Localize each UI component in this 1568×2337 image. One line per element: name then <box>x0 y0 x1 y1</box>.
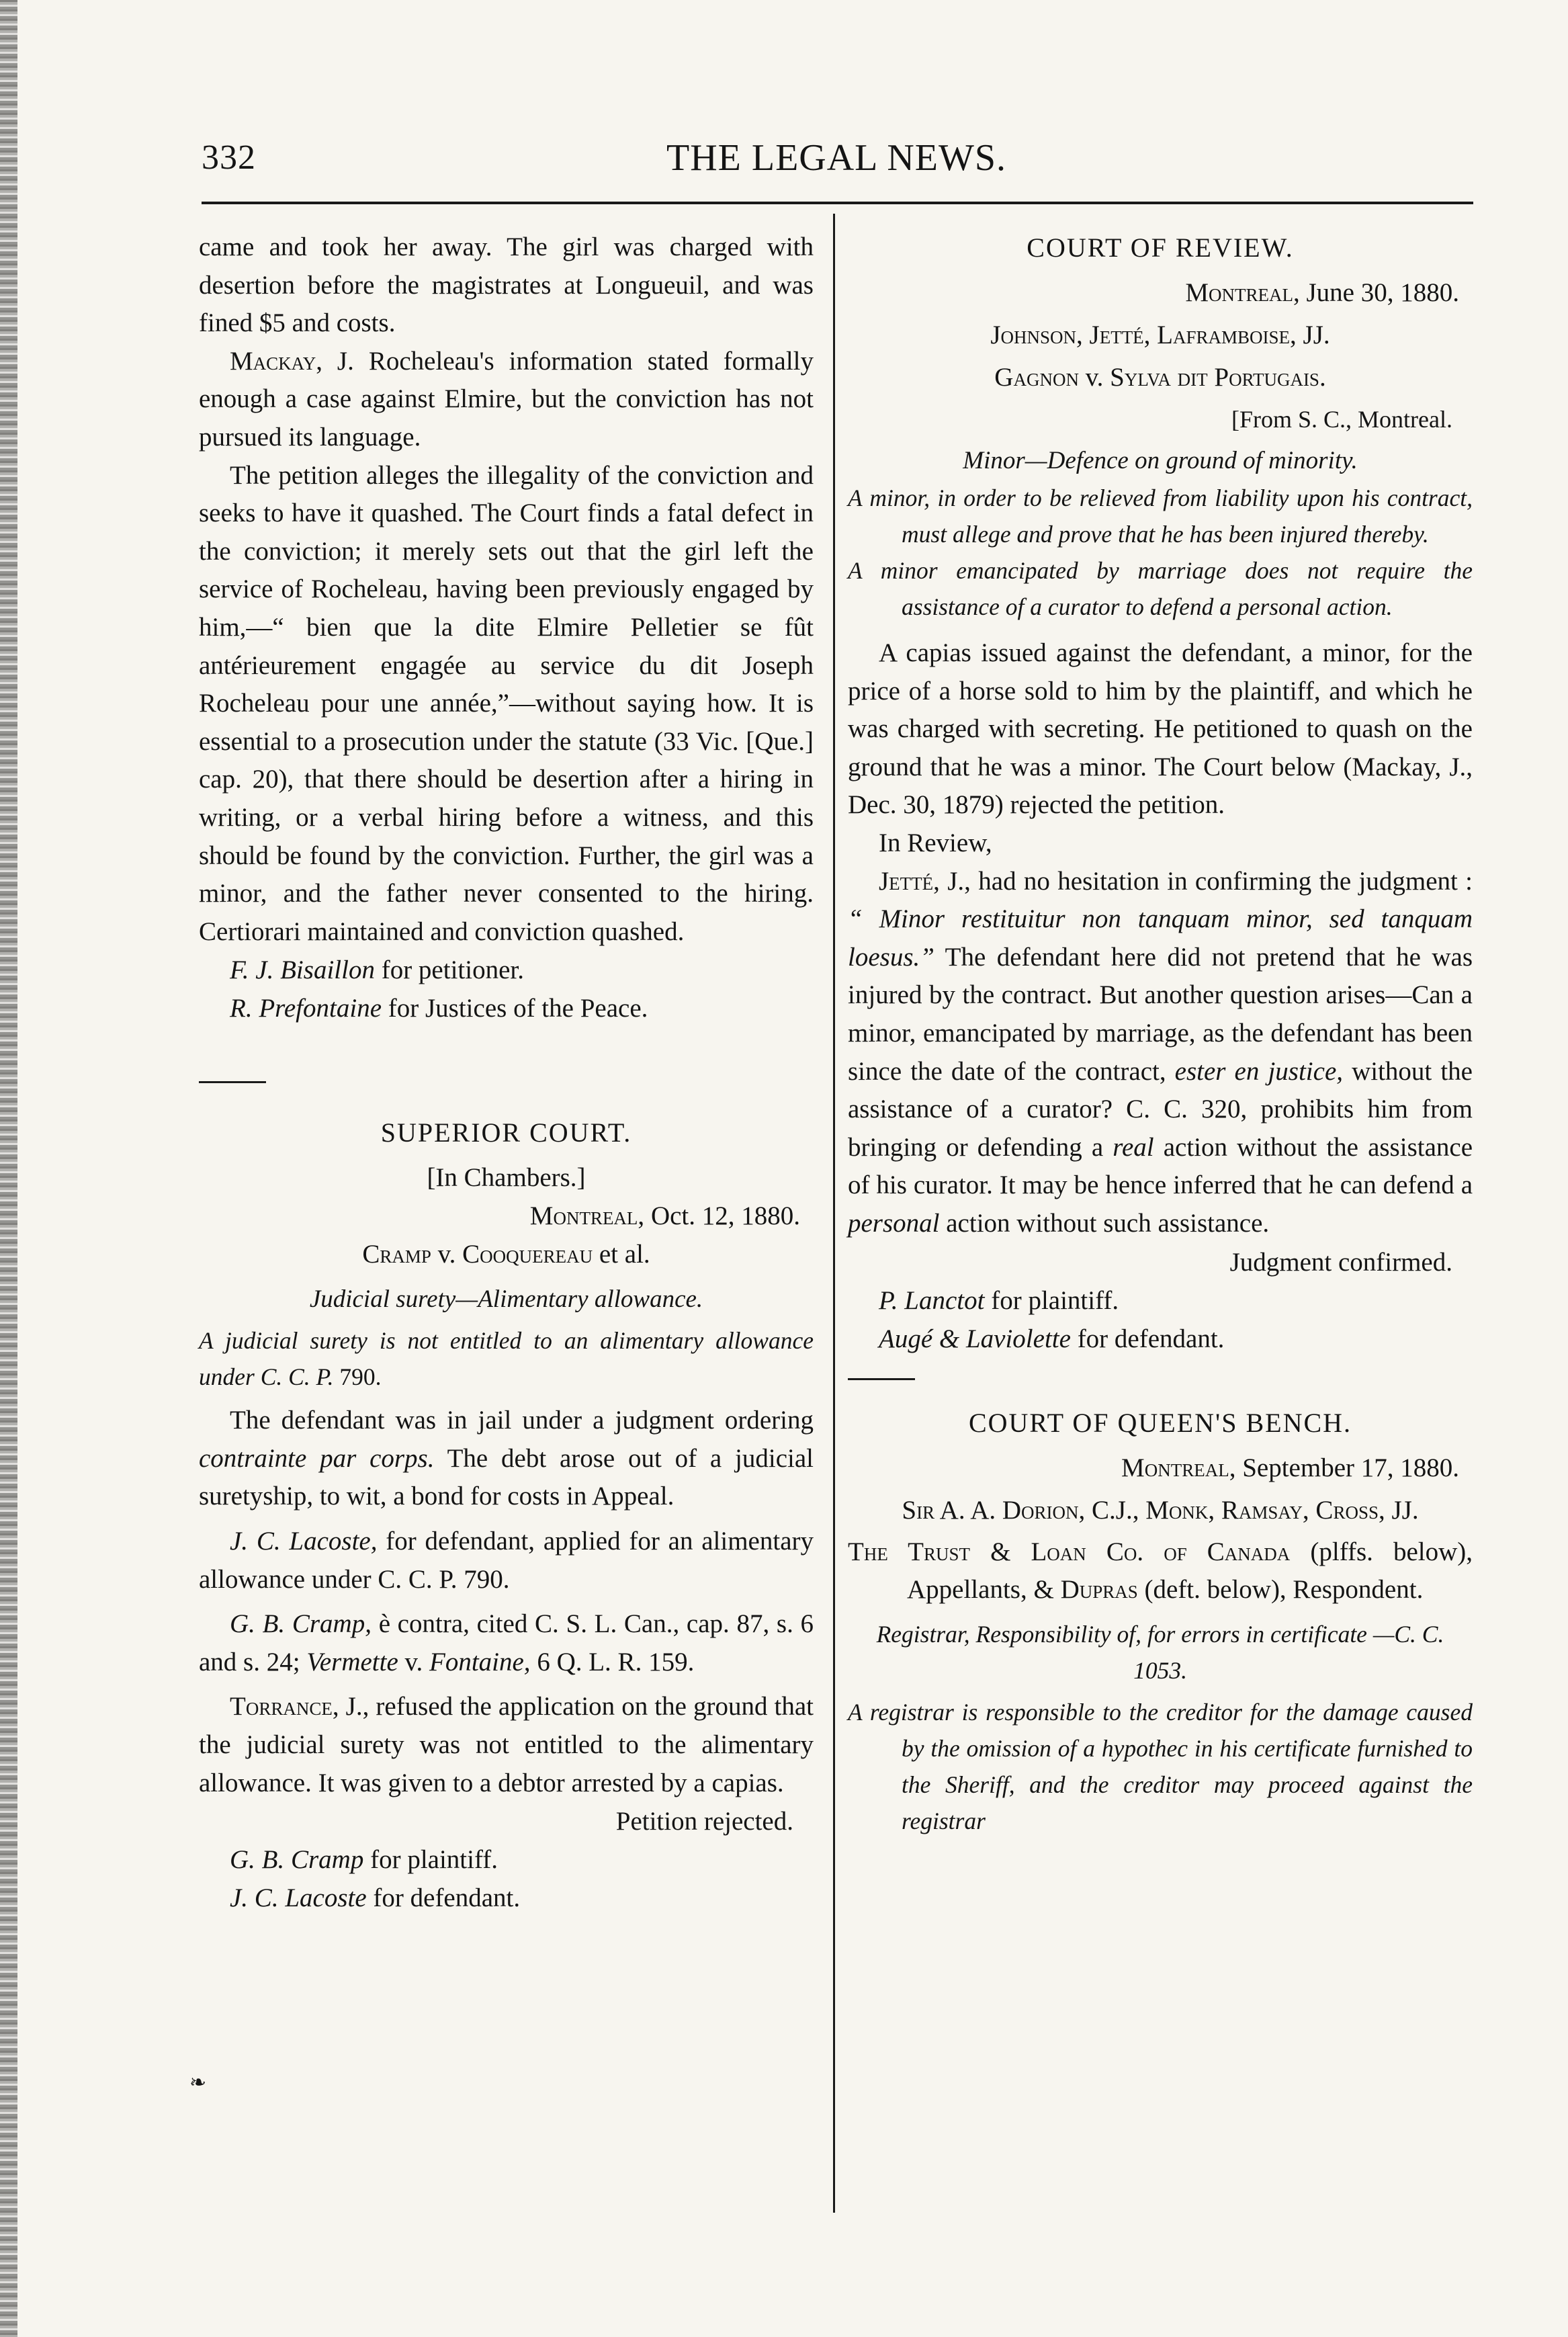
paragraph <box>199 1688 814 1802</box>
counsel-line <box>199 989 814 1027</box>
paragraph-text: without the assistance of a curator? C. C. 320, prohibits him from bringing or defending a <box>848 1056 1473 1162</box>
dateline-place: Montreal, <box>1185 278 1300 307</box>
paragraph-text: for defendant, applied for an alimentary allowance under C. C. P. 790. <box>199 1527 814 1594</box>
dateline-date: Oct. 12, 1880. <box>650 1201 800 1231</box>
paragraph-text: The defendant was in jail under a judgment ordering <box>230 1406 814 1435</box>
dateline-place: Montreal, <box>529 1201 645 1231</box>
dateline-date: June 30, 1880. <box>1306 278 1459 307</box>
header-rule <box>202 202 1473 204</box>
dateline <box>199 1197 814 1235</box>
judge-name: Torrance, J., <box>230 1692 369 1722</box>
counsel-line <box>199 1840 814 1879</box>
case-title <box>848 358 1473 396</box>
paragraph: A capias issued against the defendant, a minor, for the price of a horse sold to him by the plaintiff, and which he was charged with secreting. He petitioned to quash on the ground that he was a minor. The Court below (Mackay, J., Dec. 30, 1879) rejected the petition. <box>848 638 1473 820</box>
in-review-line: In Review, <box>879 828 992 857</box>
paragraph-text: Rocheleau's information stated formally enough a case against Elmire, but the conviction has not pursued its language. <box>199 346 814 452</box>
paragraph-italic: contrainte par corps. <box>199 1443 435 1473</box>
counsel-role: for defendant. <box>1077 1324 1225 1353</box>
counsel-role: for plaintiff. <box>991 1285 1119 1315</box>
headnote-text: A judicial surety is not entitled to an alimentary allowance under C. C. P. <box>199 1327 814 1391</box>
parties-text: (deft. below), Respondent. <box>1144 1575 1424 1605</box>
paragraph-text: The debt arose out of a judicial suretyship, to wit, a bond for costs in Appeal. <box>199 1443 814 1511</box>
court-heading: SUPERIOR COURT. <box>380 1117 632 1148</box>
parties-line <box>848 1533 1473 1609</box>
cited-case: Fontaine, <box>429 1647 531 1676</box>
counsel-line <box>848 1320 1473 1358</box>
paragraph <box>199 1402 814 1516</box>
case-party: Gagnon <box>994 363 1079 392</box>
dateline <box>848 1449 1473 1487</box>
case-versus: v. <box>1085 363 1104 392</box>
paragraph-italic: ester en justice, <box>1174 1056 1343 1086</box>
page-title: THE LEGAL NEWS. <box>666 137 1006 179</box>
paragraph-italic: real <box>1113 1132 1154 1162</box>
counsel-name: F. J. Bisaillon <box>230 955 375 985</box>
paragraph-text: refused the application on the ground that the judicial surety was not entitled to the alimentary allowance. It was given to a debtor arrested by a capias. <box>199 1692 814 1797</box>
page-header <box>202 131 1471 192</box>
source-court: [From S. C., Montreal. <box>1231 406 1452 433</box>
case-versus: v. <box>404 1647 423 1676</box>
case-party: The Trust & Loan Co. of Canada <box>848 1537 1291 1566</box>
headnote <box>199 1322 814 1395</box>
paragraph: The petition alleges the illegality of the conviction and seeks to have it quashed. The Court finds a fatal defect in the conviction; it merely sets out that the girl left the service of Rocheleau, having been previously engaged by him,—“ bien que la dite Elmire Pelletier se fût antérieurement engagée au service du dit Joseph Rocheleau pour une année,”—without saying how. It is essential to a prosecution under the statute (33 Vic. [Que.] cap. 20), that there should be desertion after a hiring in writing, or a verbal hiring before a witness, and this should be found by the conviction. Further, the girl was a minor, and the father never consented to the hiring. Certiorari maintained and conviction quashed. <box>199 460 814 946</box>
case-caption: Judicial surety—Alimentary allowance. <box>309 1285 703 1314</box>
counsel-name: J. C. Lacoste <box>230 1883 367 1913</box>
court-heading: COURT OF REVIEW. <box>1027 232 1294 263</box>
dateline <box>848 273 1473 312</box>
right-column <box>848 228 1473 1839</box>
case-party: Dupras <box>1060 1575 1138 1605</box>
judges-line: Johnson, Jetté, Laframboise, JJ. <box>990 321 1330 349</box>
counsel-line <box>199 1879 814 1917</box>
cited-case: Vermette <box>306 1647 398 1676</box>
paragraph-text: action without such assistance. <box>946 1208 1270 1238</box>
dateline-date: September 17, 1880. <box>1242 1453 1459 1482</box>
case-title <box>199 1235 814 1273</box>
counsel-line <box>199 951 814 989</box>
counsel-name: G. B. Cramp <box>230 1845 364 1875</box>
paragraph-text: action without the assistance of his curator. It may be hence inferred that he can defend a <box>848 1132 1473 1200</box>
paragraph-italic: personal <box>848 1208 940 1238</box>
counsel-role: for plaintiff. <box>370 1845 498 1875</box>
court-heading: COURT OF QUEEN'S BENCH. <box>968 1407 1352 1438</box>
judges-line: Sir A. A. Dorion, C.J., Monk, Ramsay, Cross, JJ. <box>902 1495 1419 1525</box>
counsel-role: for defendant. <box>373 1883 521 1913</box>
column-divider <box>833 214 835 2213</box>
headnote: A minor emancipated by marriage does not require the assistance of a curator to defend a personal action. <box>848 557 1473 620</box>
paragraph: came and took her away. The girl was charged with desertion before the magistrates at Longueuil, and was fined $5 and costs. <box>199 232 814 338</box>
case-caption: Registrar, Responsibility of, for errors in certificate —C. C. 1053. <box>876 1620 1444 1684</box>
case-caption: Minor—Defence on ground of minority. <box>963 447 1358 474</box>
case-party: Sylva dit <box>1110 363 1208 392</box>
page-binding-edge <box>0 0 17 2337</box>
margin-mark: ❧ <box>189 2072 207 2094</box>
counsel-name: Augé & Laviolette <box>879 1324 1071 1353</box>
counsel-role: for Justices of the Peace. <box>388 994 648 1023</box>
judge-name: Mackay, J. <box>230 346 354 376</box>
case-versus: v. <box>437 1240 456 1269</box>
paragraph <box>199 1605 814 1681</box>
judge-name: Jetté, J., <box>879 866 971 896</box>
counsel-name: G. B. Cramp, <box>230 1609 372 1639</box>
counsel-line <box>848 1281 1473 1320</box>
paragraph <box>199 343 814 457</box>
result-line: Petition rejected. <box>615 1807 793 1836</box>
headnote-number: 790. <box>339 1363 382 1391</box>
page-number: 332 <box>202 138 256 177</box>
case-party: Portugais. <box>1214 363 1326 392</box>
latin-quote: “ Minor restituitur non tanquam minor, sed tanquam loesus.” <box>848 904 1473 972</box>
paragraph-text: 6 Q. L. R. 159. <box>537 1647 695 1676</box>
headnote: A registrar is responsible to the creditor for the damage caused by the omission of a hypothec in his certificate furnished to the Sheriff, and the creditor may proceed against the registrar <box>848 1698 1473 1834</box>
case-etal: et al. <box>599 1240 650 1269</box>
left-column <box>199 228 814 1917</box>
counsel-role: for petitioner. <box>381 955 524 985</box>
paragraph <box>199 1523 814 1599</box>
case-party: Cramp <box>362 1240 431 1269</box>
case-party: Cooquereau <box>462 1240 593 1269</box>
counsel-name: P. Lanctot <box>879 1285 985 1315</box>
result-line: Judgment confirmed. <box>1229 1247 1452 1277</box>
chambers-note: [In Chambers.] <box>427 1163 586 1193</box>
parties-text: (plffs. below), Appellants, & <box>907 1537 1473 1605</box>
headnote: A minor, in order to be relieved from liability upon his contract, must allege and prove that he has been injured thereby. <box>848 484 1473 548</box>
counsel-name: J. C. Lacoste, <box>230 1527 378 1556</box>
paragraph-text: had no hesitation in confirming the judgment : <box>978 866 1473 896</box>
dateline-place: Montreal, <box>1121 1453 1236 1482</box>
paragraph <box>848 863 1473 1243</box>
counsel-name: R. Prefontaine <box>230 994 382 1023</box>
paragraph-text: è contra, cited C. S. L. Can., cap. 87, s. 6 and s. 24; <box>199 1609 814 1676</box>
paragraph-text: The defendant here did not pretend that he was injured by the contract. But another question arises—Can a minor, emancipated by marriage, as the defendant has been since the date of the contract, <box>848 942 1473 1086</box>
